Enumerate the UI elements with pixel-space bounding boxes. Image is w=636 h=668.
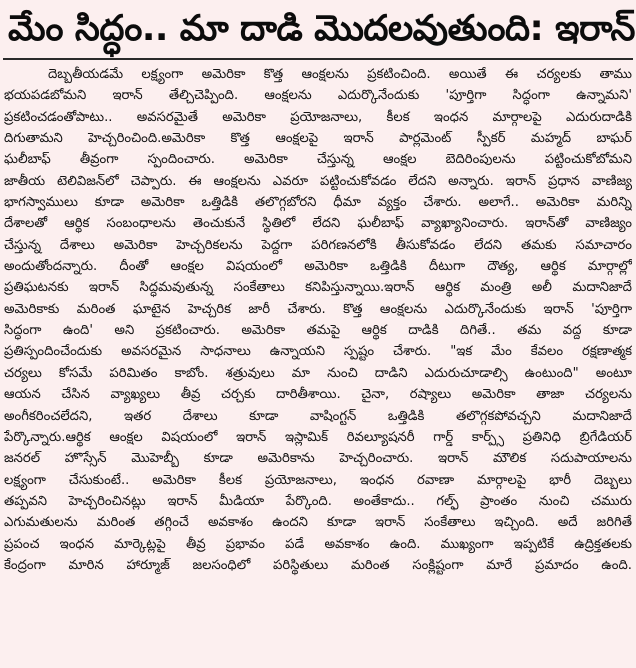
article-line: ప్రతిఘటనకు ఇరాన్ సిద్ధమవుతున్న సంకేతాలు కనిపిస్తున్నాయి.ఇరాన్ ఆర్థిక మంత్రి అలీ మదానిజాదే (4, 280, 632, 296)
article-line: జనరల్ హొస్సేన్ మొహెబ్బీ కూడా అమెరికాను హెచ్చరించారు. ఇరాన్ మౌలిక సదుపాయాలను (4, 451, 632, 467)
article-line: దేశాలతో ఆర్థిక సంబంధాలను తెంచుకునే స్థితిలో లేదని ఘలీబాఫ్ వ్యాఖ్యానించారు. ఇరాన్‌తో వాణిజ్యం (4, 216, 632, 232)
article-line: చేస్తున్న దేశాలు అమెరికా హెచ్చరికలను పెద్దగా పరిగణనలోకి తీసుకోవడం లేదని తమకు సమాచారం (4, 237, 632, 253)
article-line: ఎగుమతులను మరింత తగ్గించే అవకాశం ఉందని కూడా ఇరాన్ సంకేతాలు ఇచ్చింది. అదే జరిగితే (4, 515, 632, 531)
article-line: తప్పవని హెచ్చరించినట్లు ఇరాన్ మీడియా పేర్కొంది. అంతేకాదు.. గల్ఫ్ ప్రాంతం నుంచి చమురు (4, 493, 632, 509)
article-line: ప్రకటించడంతోపాటు.. అవసరమైతే అమెరికా ప్రయోజనాలు, కీలక ఇంధన మార్గాలపై ఎదురుదాడికి (4, 109, 632, 125)
article-line: ప్రతిస్పందించేందుకు అవసరమైన సాధనాలు ఉన్నాయని స్పష్టం చేశారు. "ఇక మేం కేవలం రక్షణాత్మక (4, 344, 632, 360)
headline: మేం సిద్ధం.. మా దాడి మొదలవుతుంది: ఇరాన్ (8, 8, 635, 49)
article-line: ప్రపంచ ఇంధన మార్కెట్లపై తీవ్ర ప్రభావం పడే అవకాశం ఉంది. ముఖ్యంగా ఇప్పటికే ఉద్రిక్తతలకు (4, 536, 632, 552)
article-line: భాగస్వాములు కూడా అమెరికా ఒత్తిడికి తలొగ్గబోరని ధీమా వ్యక్తం చేశారు. అలాగే.. అమెరికా మరిన్ని (4, 195, 632, 211)
article-line: కేంద్రంగా మారిన హార్మూజ్ జలసంధిలో పరిస్థితులు మరింత సంక్లిష్టంగా మారే ప్రమాదం ఉంది. (4, 557, 632, 573)
article-line: అంగీకరించలేదని, ఇతర దేశాలు కూడా వాషింగ్టన్ ఒత్తిడికి తలొగ్గకపోవచ్చని మదానిజాదే (4, 408, 632, 424)
article-line: భయపడబోమని ఇరాన్ తేల్చిచెప్పింది. ఆంక్షలను ఎదుర్కొనేందుకు 'పూర్తిగా సిద్ధంగా ఉన్నామని' (4, 88, 632, 104)
article-line: దెబ్బతీయడమే లక్ష్యంగా అమెరికా కొత్త ఆంక్షలను ప్రకటించింది. అయితే ఈ చర్యలకు తాము (48, 67, 632, 82)
article-line: లక్ష్యంగా చేసుకుంటే.. అమెరికా కీలక ప్రయోజనాలు, ఇంధన రవాణా మార్గాలపై భారీ దెబ్బలు (4, 472, 632, 488)
article-line: పేర్కొన్నారు.ఆర్థిక ఆంక్షల విషయంలో ఇరాన్ ఇస్లామిక్ రివల్యూషనరీ గార్డ్ కార్ప్స్ ప్రతినిధి బ్రిగేడియర్ (4, 429, 632, 445)
article-line: దిగుతామని హెచ్చరించింది.అమెరికా కొత్త ఆంక్షలపై ఇరాన్ పార్లమెంట్ స్పీకర్ మహ్మద్ బాఘర్ (4, 131, 632, 147)
article-line: అందుతోందన్నారు. దీంతో ఆంక్షల విషయంలో అమెరికా ఒత్తిడికి దీటుగా దౌత్య, ఆర్థిక మార్గాల్లో (4, 259, 632, 275)
article-line: చర్యలు కోసమే పరిమితం కాబోం. శత్రువులు మా నుంచి దాడిని ఎదురుచూడాల్సి ఉంటుంది" అంటూ (4, 365, 632, 381)
article-body (0, 60, 636, 576)
article-line: అమెరికాకు మరింత ఘాటైన హెచ్చరిక జారీ చేశారు. కొత్త ఆంక్షలను ఎదుర్కొనేందుకు ఇరాన్ 'పూర్తిగా (4, 301, 632, 317)
article-line: జాతీయ టెలివిజన్‌లో చెప్పారు. ఈ ఆంక్షలను ఎవరూ పట్టించుకోవడం లేదని అన్నారు. ఇరాన్ ప్రధాన వాణిజ్య (4, 173, 632, 189)
article-line: ఘలీబాఫ్ తీవ్రంగా స్పందించారు. అమెరికా చేస్తున్న ఆంక్షల బెదిరింపులను పట్టించుకోబోమని (4, 152, 632, 168)
article-line: ఆయన చేసిన వ్యాఖ్యలు తీవ్ర చర్చకు దారితీశాయి. చైనా, రష్యాలు అమెరికా తాజా చర్యలను (4, 387, 632, 403)
article-line: సిద్ధంగా ఉంది' అని ప్రకటించారు. అమెరికా తమపై ఆర్థిక దాడికి దిగితే.. తమ వద్ద కూడా (4, 323, 632, 339)
